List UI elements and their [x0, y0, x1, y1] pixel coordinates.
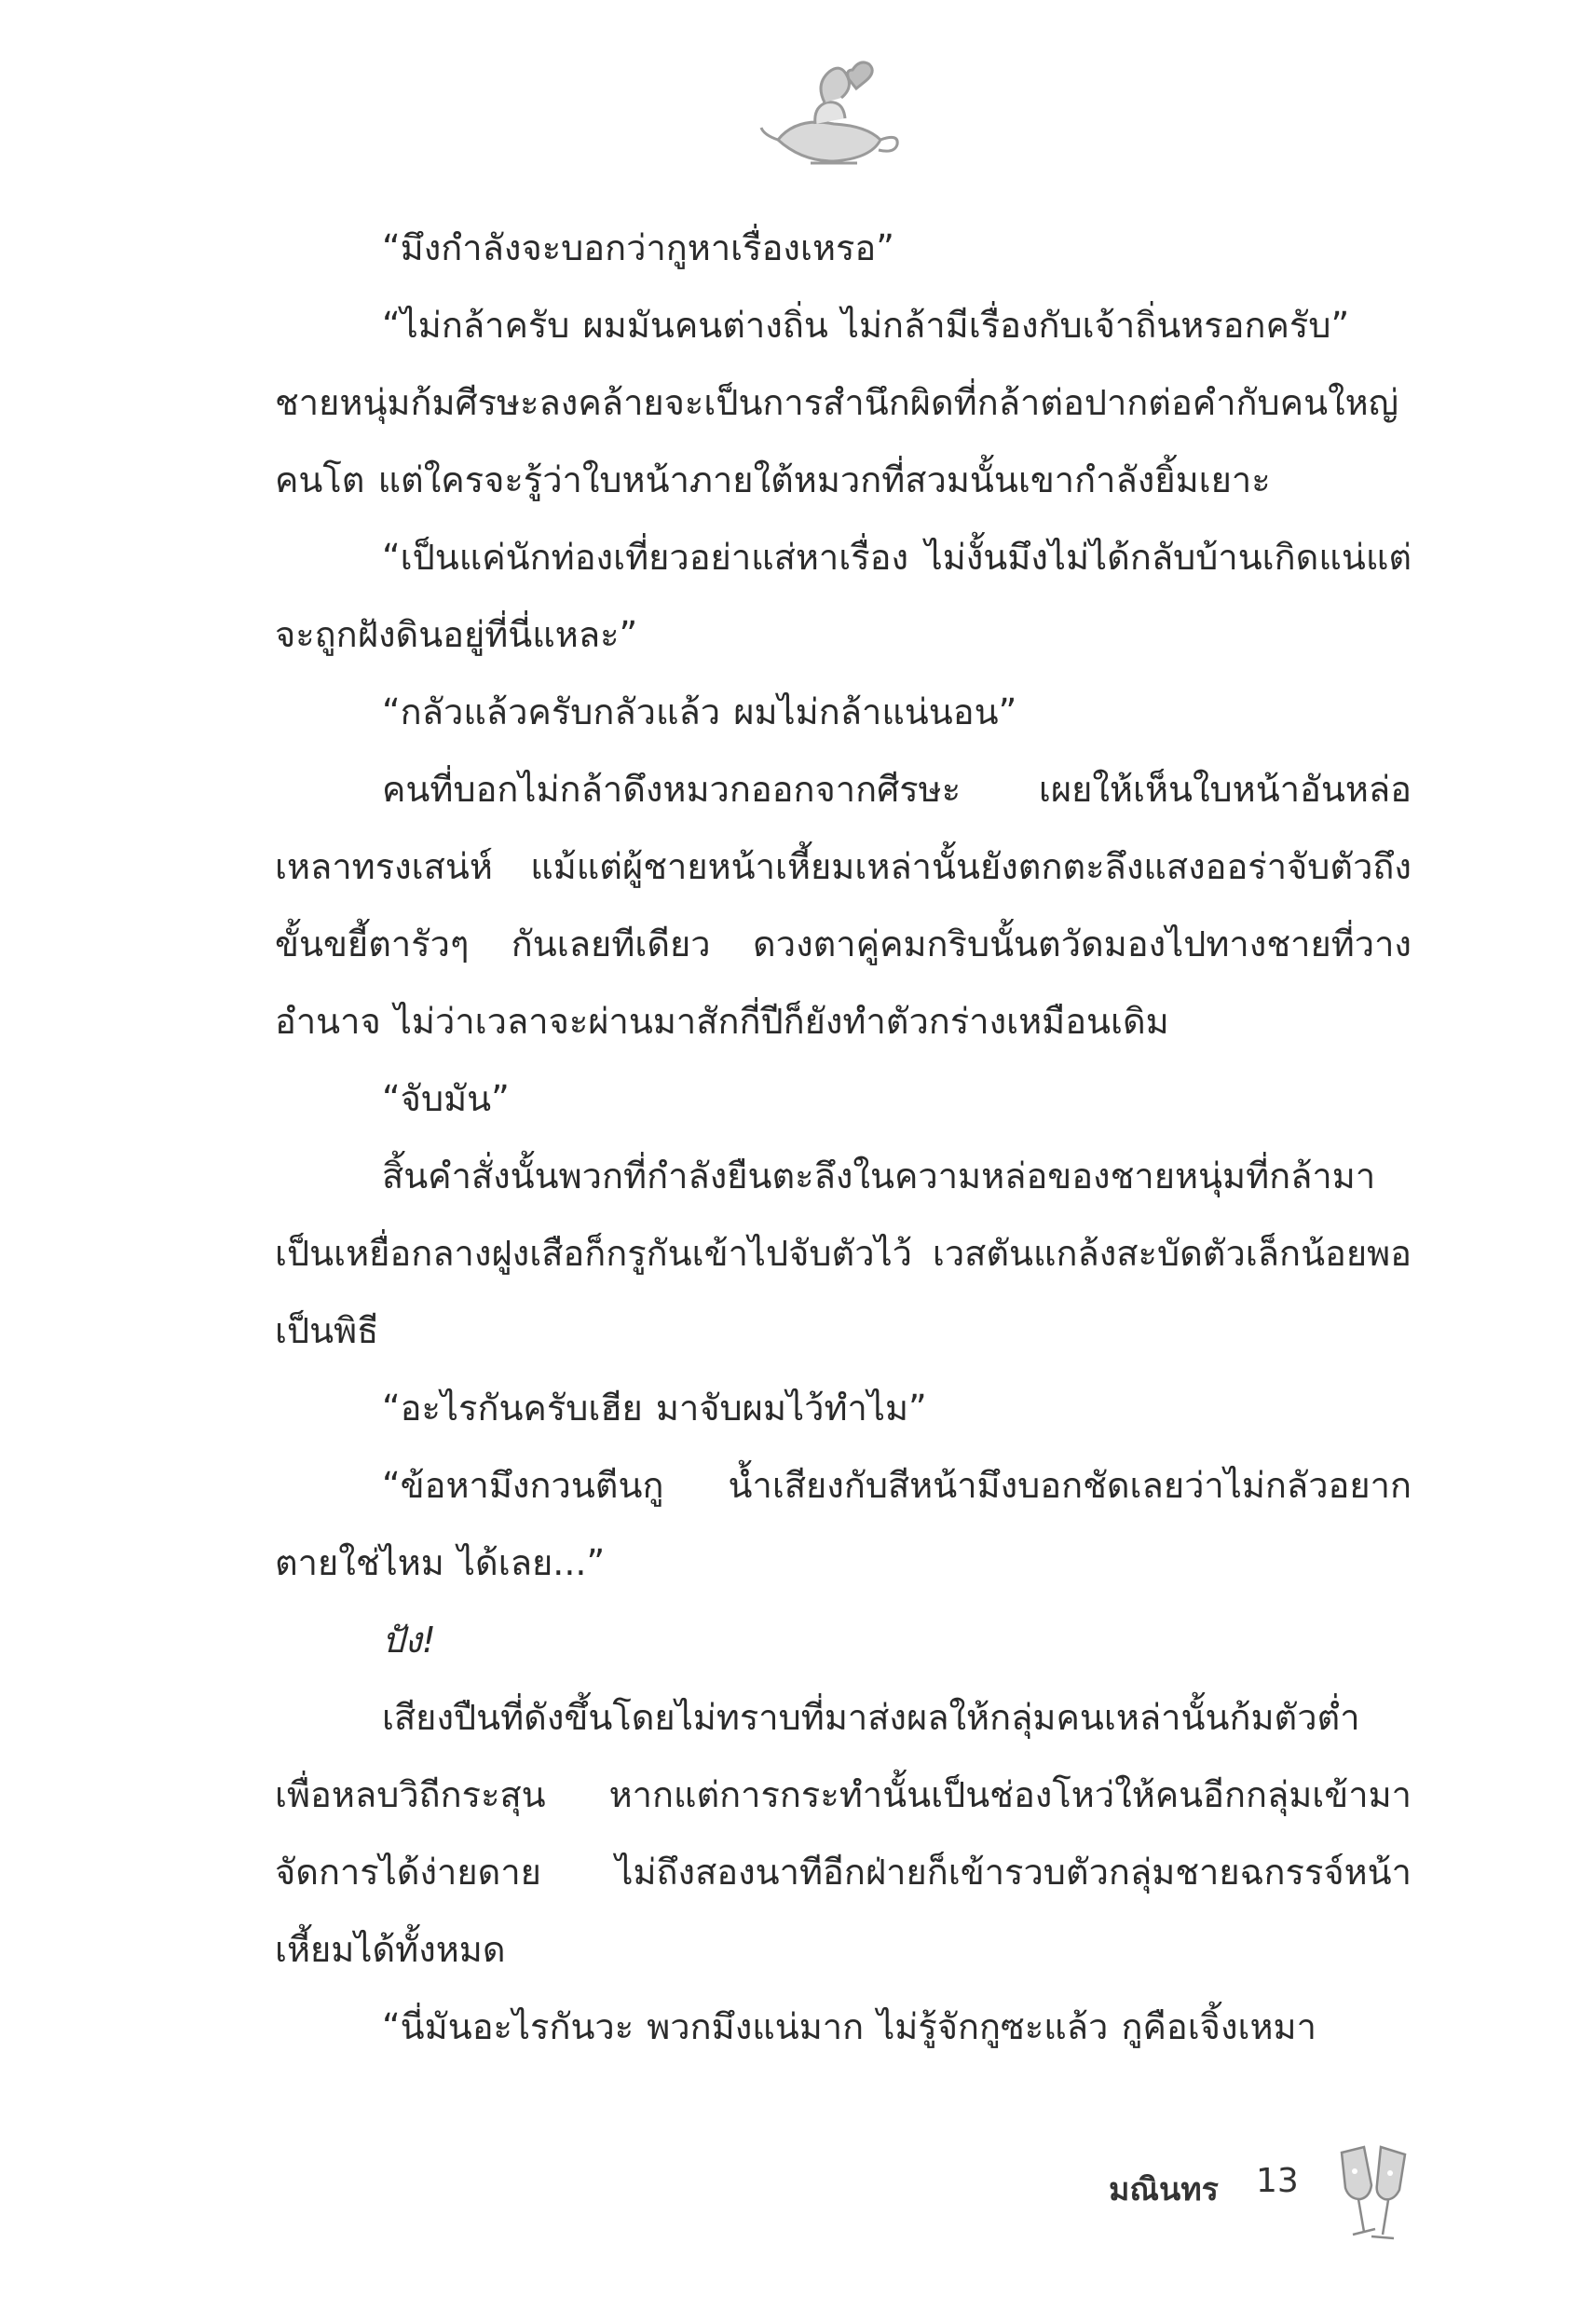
page-footer [1109, 2134, 1416, 2264]
paragraph: คนที่บอกไม่กล้าดึงหมวกออกจากศีรษะ เผยให้เห็นใบหน้าอันหล่อเหลาทรงเสน่ห์ แม้แต่ผู้ชายหน้าเหี้ยมเหล่านั้นยังตกตะลึงแสงออร่าจับตัวถึงขั้นขยี้ตารัวๆ กันเลยทีเดียว ดวงตาคู่คมกริบนั้นตวัดมองไปทางชายที่วางอำนาจ ไม่ว่าเวลาจะผ่านมาสักกี่ปีก็ยังทำตัวกร่างเหมือนเดิม [275, 769, 1412, 1042]
champagne-glasses-icon [1334, 2134, 1418, 2255]
paragraph: เสียงปืนที่ดังขึ้นโดยไม่ทราบที่มาส่งผลให้กลุ่มคนเหล่านั้นก้มตัวต่ำเพื่อหลบวิถีกระสุน หากแต่การกระทำนั้นเป็นช่องโหว่ให้คนอีกกลุ่มเข้ามาจัดการได้ง่ายดาย ไม่ถึงสองนาทีอีกฝ่ายก็เข้ารวบตัวกลุ่มชายฉกรรจ์หน้าเหี้ยมได้ทั้งหมด [275, 1697, 1412, 1970]
paragraph: “ไม่กล้าครับ ผมมันคนต่างถิ่น ไม่กล้ามีเรื่องกับเจ้าถิ่นหรอกครับ” [382, 305, 1350, 346]
page-number: 13 [1256, 2162, 1299, 2200]
paragraph: “นี่มันอะไรกันวะ พวกมึงแน่มาก ไม่รู้จักกูซะแล้ว กูคือเจิ้งเหมา [382, 2006, 1316, 2047]
paragraph: “เป็นแค่นักท่องเที่ยวอย่าแส่หาเรื่อง ไม่งั้นมึงไม่ได้กลับบ้านเกิดแน่แต่จะถูกฝังดินอยู่ที่นี่แหละ” [275, 537, 1412, 655]
paragraph: “จับมัน” [382, 1078, 510, 1119]
body-text [275, 210, 1412, 2066]
paragraph: สิ้นคำสั่งนั้นพวกที่กำลังยืนตะลึงในความหล่อของชายหนุ่มที่กล้ามาเป็นเหยื่อกลางฝูงเสือก็กรูกันเข้าไปจับตัวไว้ เวสตันแกล้งสะบัดตัวเล็กน้อยพอเป็นพิธี [275, 1156, 1412, 1351]
author-name: มณินทร [1109, 2171, 1219, 2208]
paragraph: “อะไรกันครับเฮีย มาจับผมไว้ทำไม” [382, 1388, 927, 1429]
paragraph: “กลัวแล้วครับกลัวแล้ว ผมไม่กล้าแน่นอน” [382, 691, 1017, 732]
paragraph-sound-effect: ปัง! [382, 1620, 436, 1661]
paragraph: ชายหนุ่มก้มศีรษะลงคล้ายจะเป็นการสำนึกผิดที่กล้าต่อปากต่อคำกับคนใหญ่คนโต แต่ใครจะรู้ว่าใบหน้าภายใต้หมวกที่สวมนั้นเขากำลังยิ้มเยาะ [275, 382, 1399, 500]
paragraph: “มึงกำลังจะบอกว่ากูหาเรื่องเหรอ” [382, 227, 894, 268]
paragraph: “ข้อหามึงกวนตีนกู น้ำเสียงกับสีหน้ามึงบอกชัดเลยว่าไม่กลัวอยากตายใช่ไหม ได้เลย...” [275, 1465, 1412, 1583]
genie-lamp-icon [759, 51, 908, 172]
